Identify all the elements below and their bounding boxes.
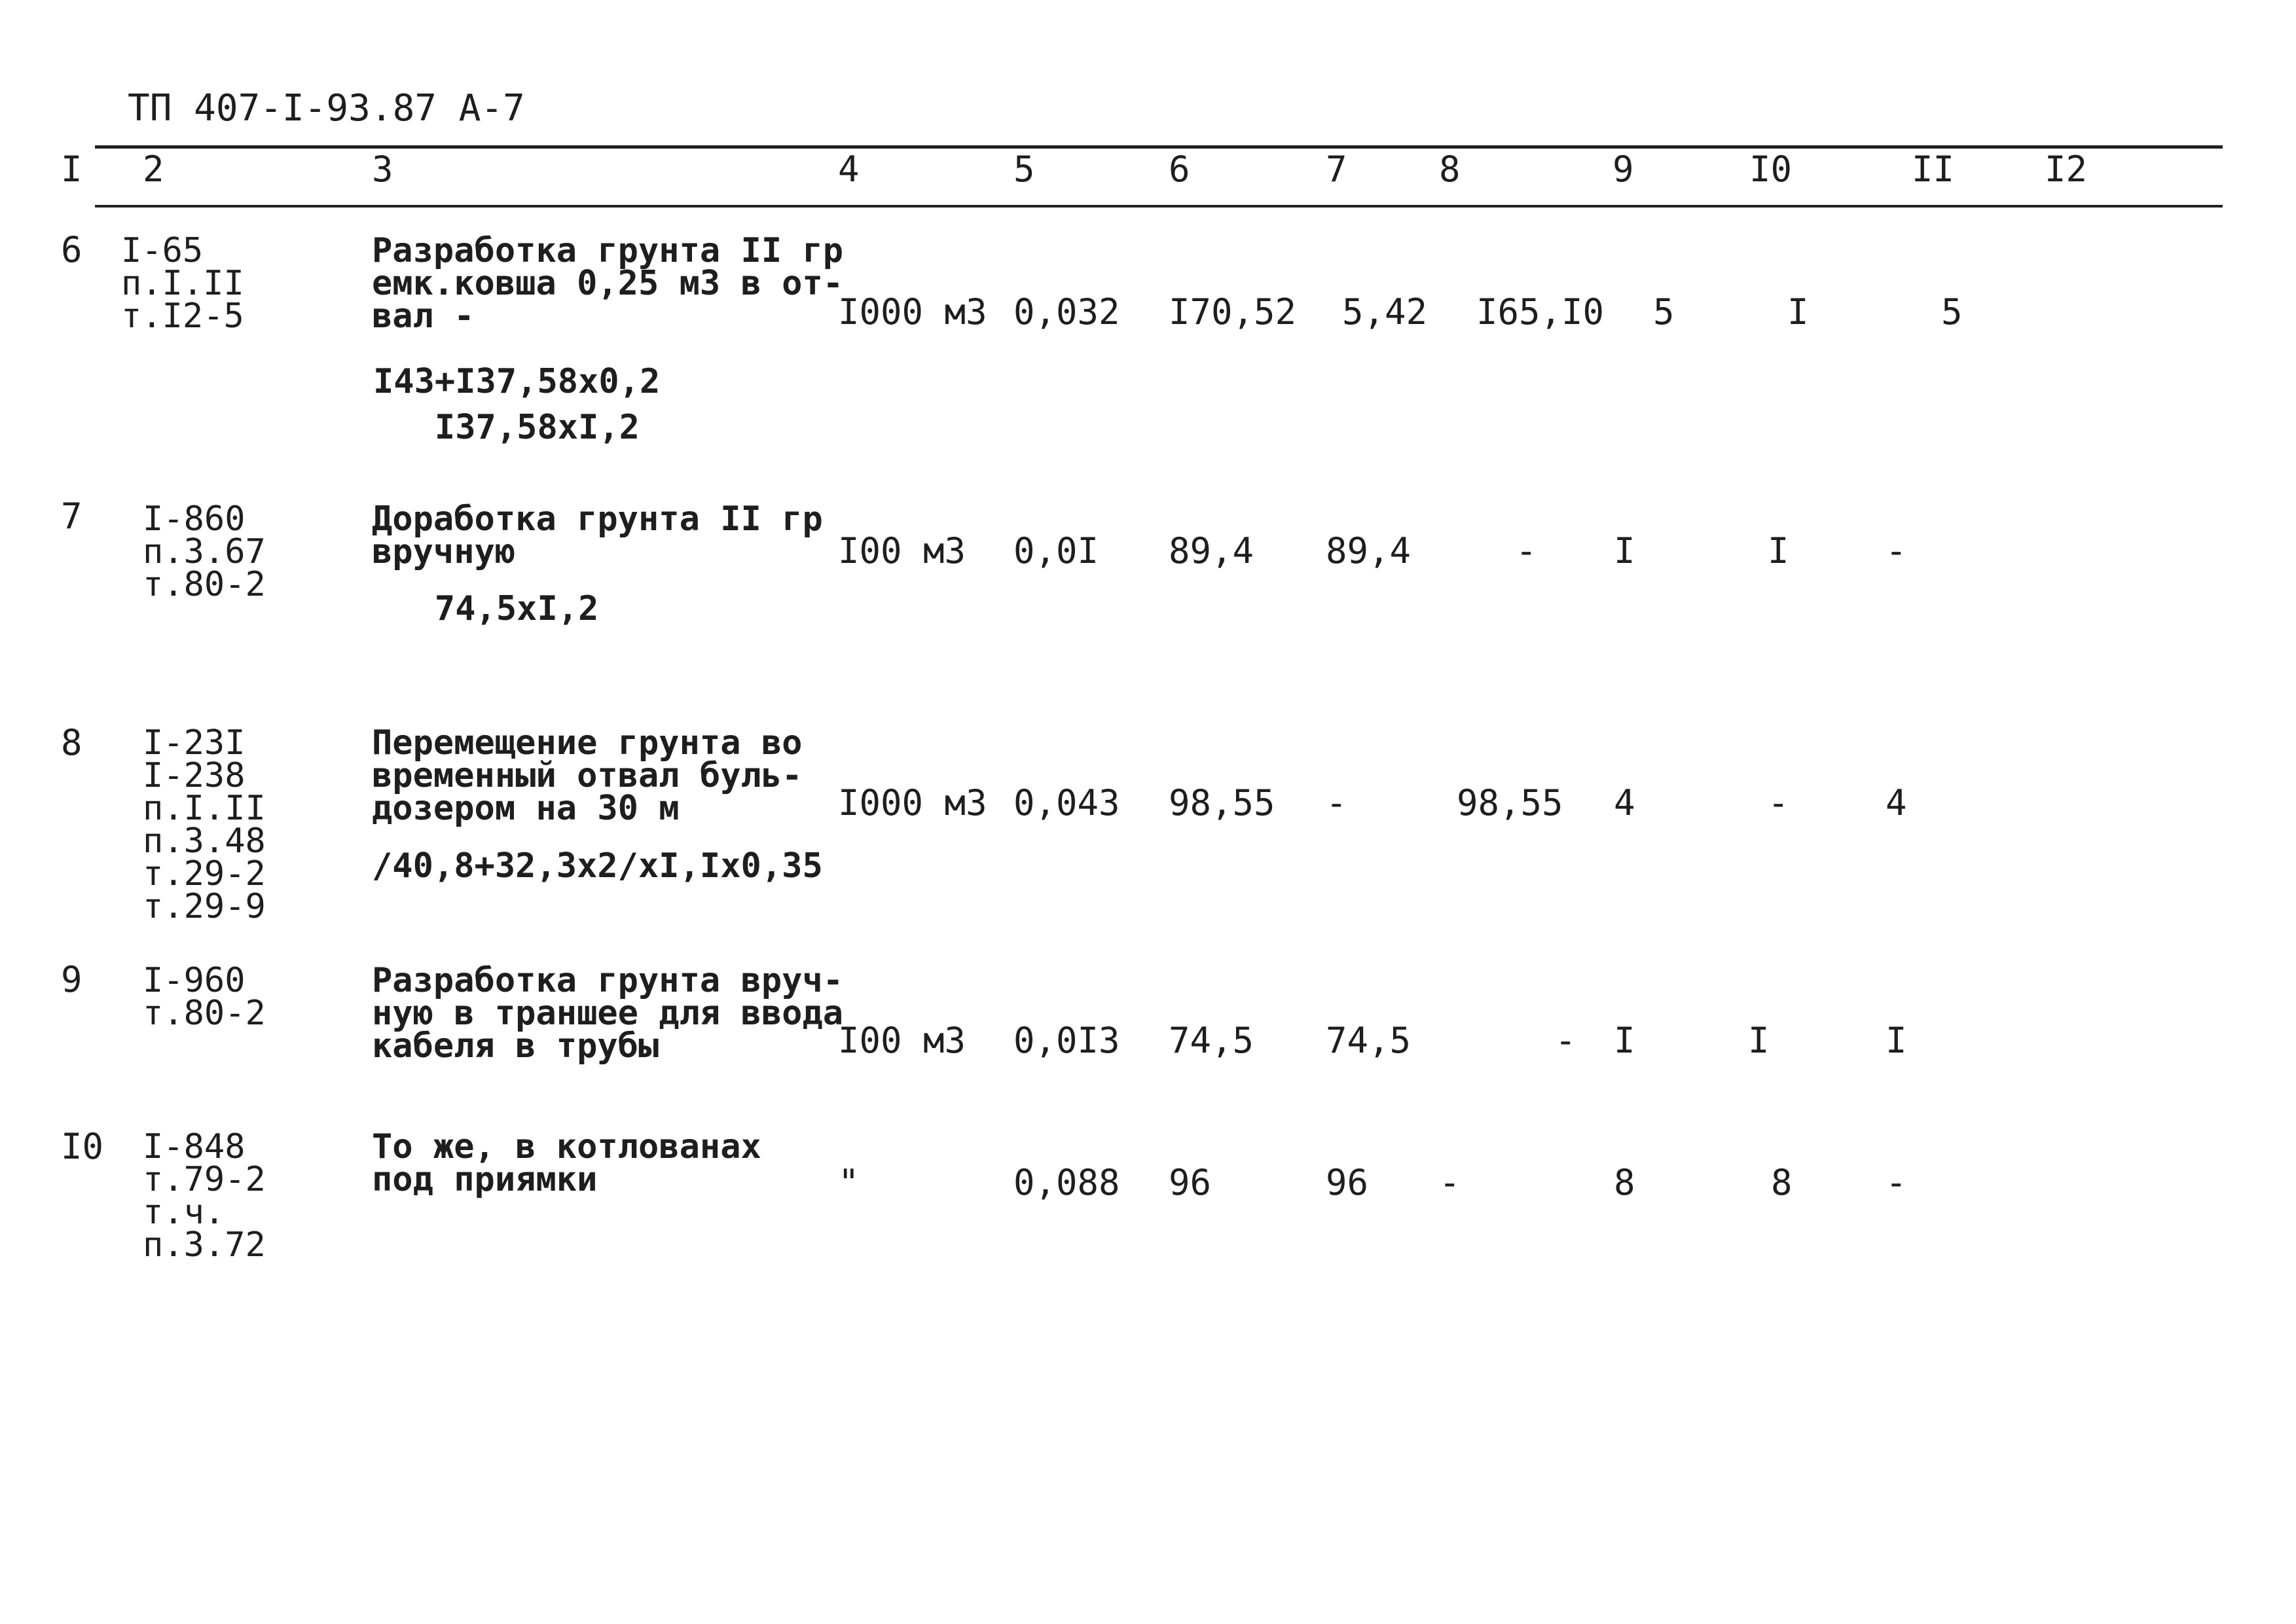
column-header: 3 — [372, 149, 393, 190]
column-header: 5 — [1013, 149, 1035, 190]
column-header: I2 — [2045, 149, 2088, 190]
col7-cell: 89,4 — [1326, 530, 1412, 571]
col10-cell: I — [1768, 530, 1789, 571]
unit-cell: I00 м3 — [838, 1020, 966, 1061]
col10-cell: I — [1748, 1020, 1770, 1061]
row-number: 6 — [61, 229, 82, 270]
header-top-rule — [95, 145, 2223, 149]
column-header: 6 — [1169, 149, 1190, 190]
column-header: 9 — [1613, 149, 1634, 190]
norm-reference: I-960 т.80-2 — [143, 961, 266, 1033]
unit-cell: I00 м3 — [838, 530, 966, 571]
work-description: Разработка грунта вруч- ную в траншее для ввода кабеля в трубы — [372, 961, 844, 1066]
column-header: 4 — [838, 149, 860, 190]
work-description: То же, в котлованах под приямки — [372, 1127, 761, 1199]
col9-cell: 5 — [1653, 291, 1675, 333]
calculation-formula: /40,8+32,3х2/хI,Iх0,35 — [372, 846, 823, 886]
col7-cell: 5,42 — [1342, 291, 1428, 333]
calculation-formula: 74,5хI,2 — [373, 589, 599, 628]
row-number: 9 — [61, 959, 82, 1000]
calculation-formula: I43+I37,58х0,2 I37,58хI,2 — [373, 362, 661, 447]
column-header: II — [1912, 149, 1955, 190]
col11-cell: 4 — [1886, 782, 1907, 823]
col6-cell: 74,5 — [1169, 1020, 1254, 1061]
col7-cell: - — [1326, 782, 1347, 823]
col6-cell: 98,55 — [1169, 782, 1275, 823]
quantity-cell: 0,032 — [1013, 291, 1120, 333]
row-number: 7 — [61, 496, 82, 537]
col8-cell: I65,I0 — [1476, 291, 1605, 333]
unit-cell: I000 м3 — [838, 291, 987, 333]
work-description: Разработка грунта II гр емк.ковша 0,25 м3 в от- вал - — [372, 231, 844, 336]
col10-cell: 8 — [1771, 1162, 1793, 1203]
col11-cell: 5 — [1941, 291, 1963, 333]
document-code: ТП 407-I-93.87 А-7 — [128, 87, 525, 130]
quantity-cell: 0,0I — [1013, 530, 1099, 571]
col11-cell: - — [1886, 530, 1907, 571]
column-header: 2 — [143, 149, 164, 190]
column-header: 7 — [1326, 149, 1347, 190]
quantity-cell: 0,088 — [1013, 1162, 1120, 1203]
col8-cell: - — [1555, 1020, 1576, 1061]
column-header: 8 — [1439, 149, 1461, 190]
unit-cell: " — [838, 1162, 860, 1203]
column-header: I — [61, 149, 82, 190]
work-description: Доработка грунта II гр вручную — [372, 499, 823, 571]
col6-cell: 96 — [1169, 1162, 1212, 1203]
col7-cell: 74,5 — [1326, 1020, 1412, 1061]
work-description: Перемещение грунта во временный отвал буль- дозером на 30 м — [372, 723, 803, 828]
quantity-cell: 0,0I3 — [1013, 1020, 1120, 1061]
quantity-cell: 0,043 — [1013, 782, 1120, 823]
col9-cell: 8 — [1614, 1162, 1635, 1203]
row-number: I0 — [61, 1126, 104, 1167]
col8-cell: - — [1516, 530, 1537, 571]
unit-cell: I000 м3 — [838, 782, 987, 823]
col9-cell: I — [1614, 530, 1635, 571]
col7-cell: 96 — [1326, 1162, 1369, 1203]
norm-reference: I-23I I-238 п.I.II п.3.48 т.29-2 т.29-9 — [143, 723, 266, 926]
column-header: I0 — [1749, 149, 1793, 190]
col11-cell: I — [1886, 1020, 1907, 1061]
col10-cell: I — [1787, 291, 1809, 333]
col8-cell: - — [1439, 1162, 1461, 1203]
col8-cell: 98,55 — [1457, 782, 1563, 823]
norm-reference: I-848 т.79-2 т.ч. п.3.72 — [143, 1127, 266, 1265]
header-bottom-rule — [95, 205, 2223, 208]
norm-reference: I-65 п.I.II т.I2-5 — [121, 231, 244, 336]
col10-cell: - — [1768, 782, 1789, 823]
col9-cell: 4 — [1614, 782, 1635, 823]
norm-reference: I-860 п.3.67 т.80-2 — [143, 499, 266, 604]
col11-cell: - — [1886, 1162, 1907, 1203]
col6-cell: 89,4 — [1169, 530, 1254, 571]
col6-cell: I70,52 — [1169, 291, 1297, 333]
col9-cell: I — [1614, 1020, 1635, 1061]
row-number: 8 — [61, 722, 82, 763]
